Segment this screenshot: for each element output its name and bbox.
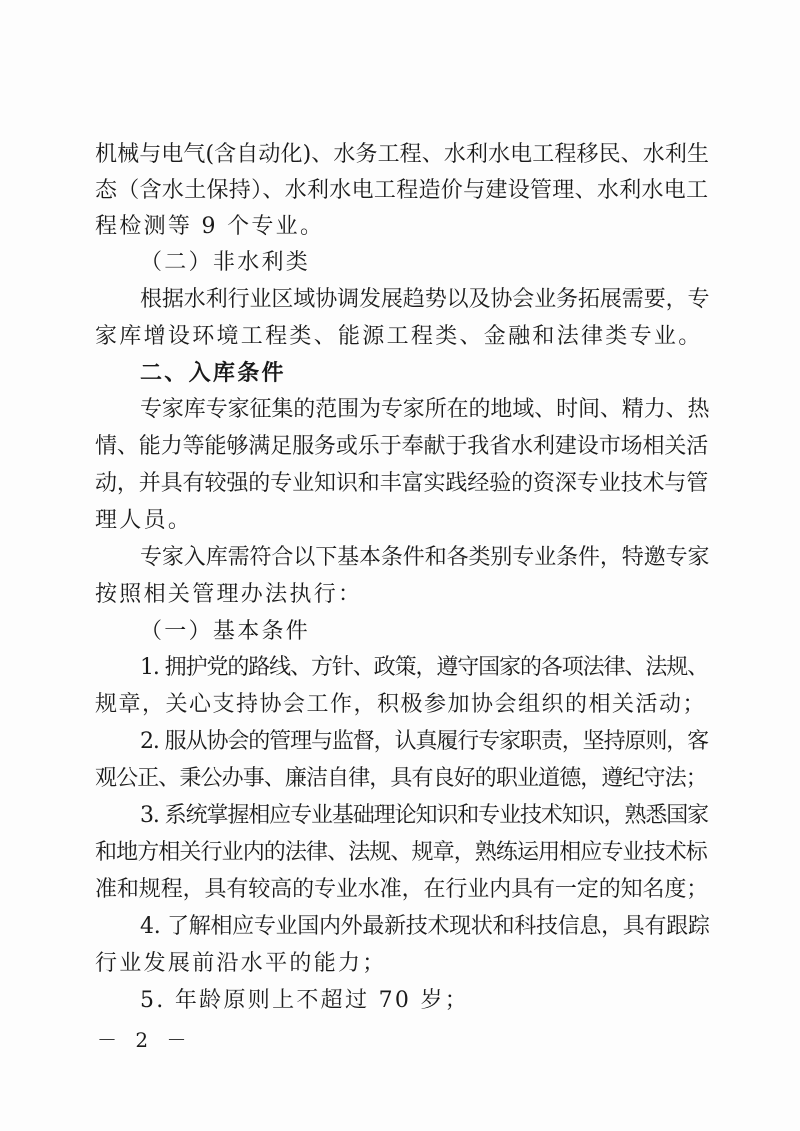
subsection-heading: （一）基本条件 (140, 619, 311, 644)
body-line: 专家库专家征集的范围为专家所在的地域、时间、精力、热 (140, 397, 710, 422)
body-line: 2. 服从协会的管理与监督，认真履行专家职责，坚持原则，客 (140, 729, 709, 754)
body-line: 和地方相关行业内的法律、法规、规章，熟练运用相应专业技术标 (95, 840, 707, 865)
body-line: 理人员。 (95, 508, 193, 533)
body-line: 4. 了解相应专业国内外最新技术现状和科技信息，具有跟踪 (140, 914, 710, 939)
subsection-heading: （二）非水利类 (140, 250, 311, 275)
body-line: 专家入库需符合以下基本条件和各类别专业条件，特邀专家 (140, 545, 710, 570)
body-line: 3. 系统掌握相应专业基础理论知识和专业技术知识，熟悉国家 (140, 803, 709, 828)
body-line: 按照相关管理办法执行： (95, 582, 363, 607)
body-line: 行业发展前沿水平的能力； (95, 951, 387, 976)
body-line: 5. 年龄原则上不超过 70 岁； (140, 988, 470, 1013)
section-heading: 二、入库条件 (140, 360, 286, 386)
body-line: 情、能力等能够满足服务或乐于奉献于我省水利建设市场相关活 (95, 434, 709, 459)
body-line: 家库增设环境工程类、能源工程类、金融和法律类专业。 (95, 324, 703, 349)
body-line: 1. 拥护党的路线、方针、政策，遵守国家的各项法律、法规、 (140, 655, 709, 680)
body-line: 规章，关心支持协会工作，积极参加协会组织的相关活动； (95, 692, 707, 717)
body-line: 根据水利行业区域协调发展趋势以及协会业务拓展需要，专 (140, 287, 710, 312)
body-line: 机械与电气(含自动化)、水务工程、水利水电工程移民、水利生 (95, 142, 710, 167)
body-line: 准和规程，具有较高的专业水准，在行业内具有一定的知名度； (95, 877, 709, 902)
page-number: － 2 － (97, 1028, 193, 1052)
body-line: 程检测等 9 个专业。 (95, 214, 325, 239)
body-line: 态（含水土保持）、水利水电工程造价与建设管理、水利水电工 (95, 178, 709, 203)
body-line: 动，并具有较强的专业知识和丰富实践经验的资深专业技术与管 (95, 471, 709, 496)
body-line: 观公正、秉公办事、廉洁自律，具有良好的职业道德，遵纪守法； (95, 766, 707, 791)
